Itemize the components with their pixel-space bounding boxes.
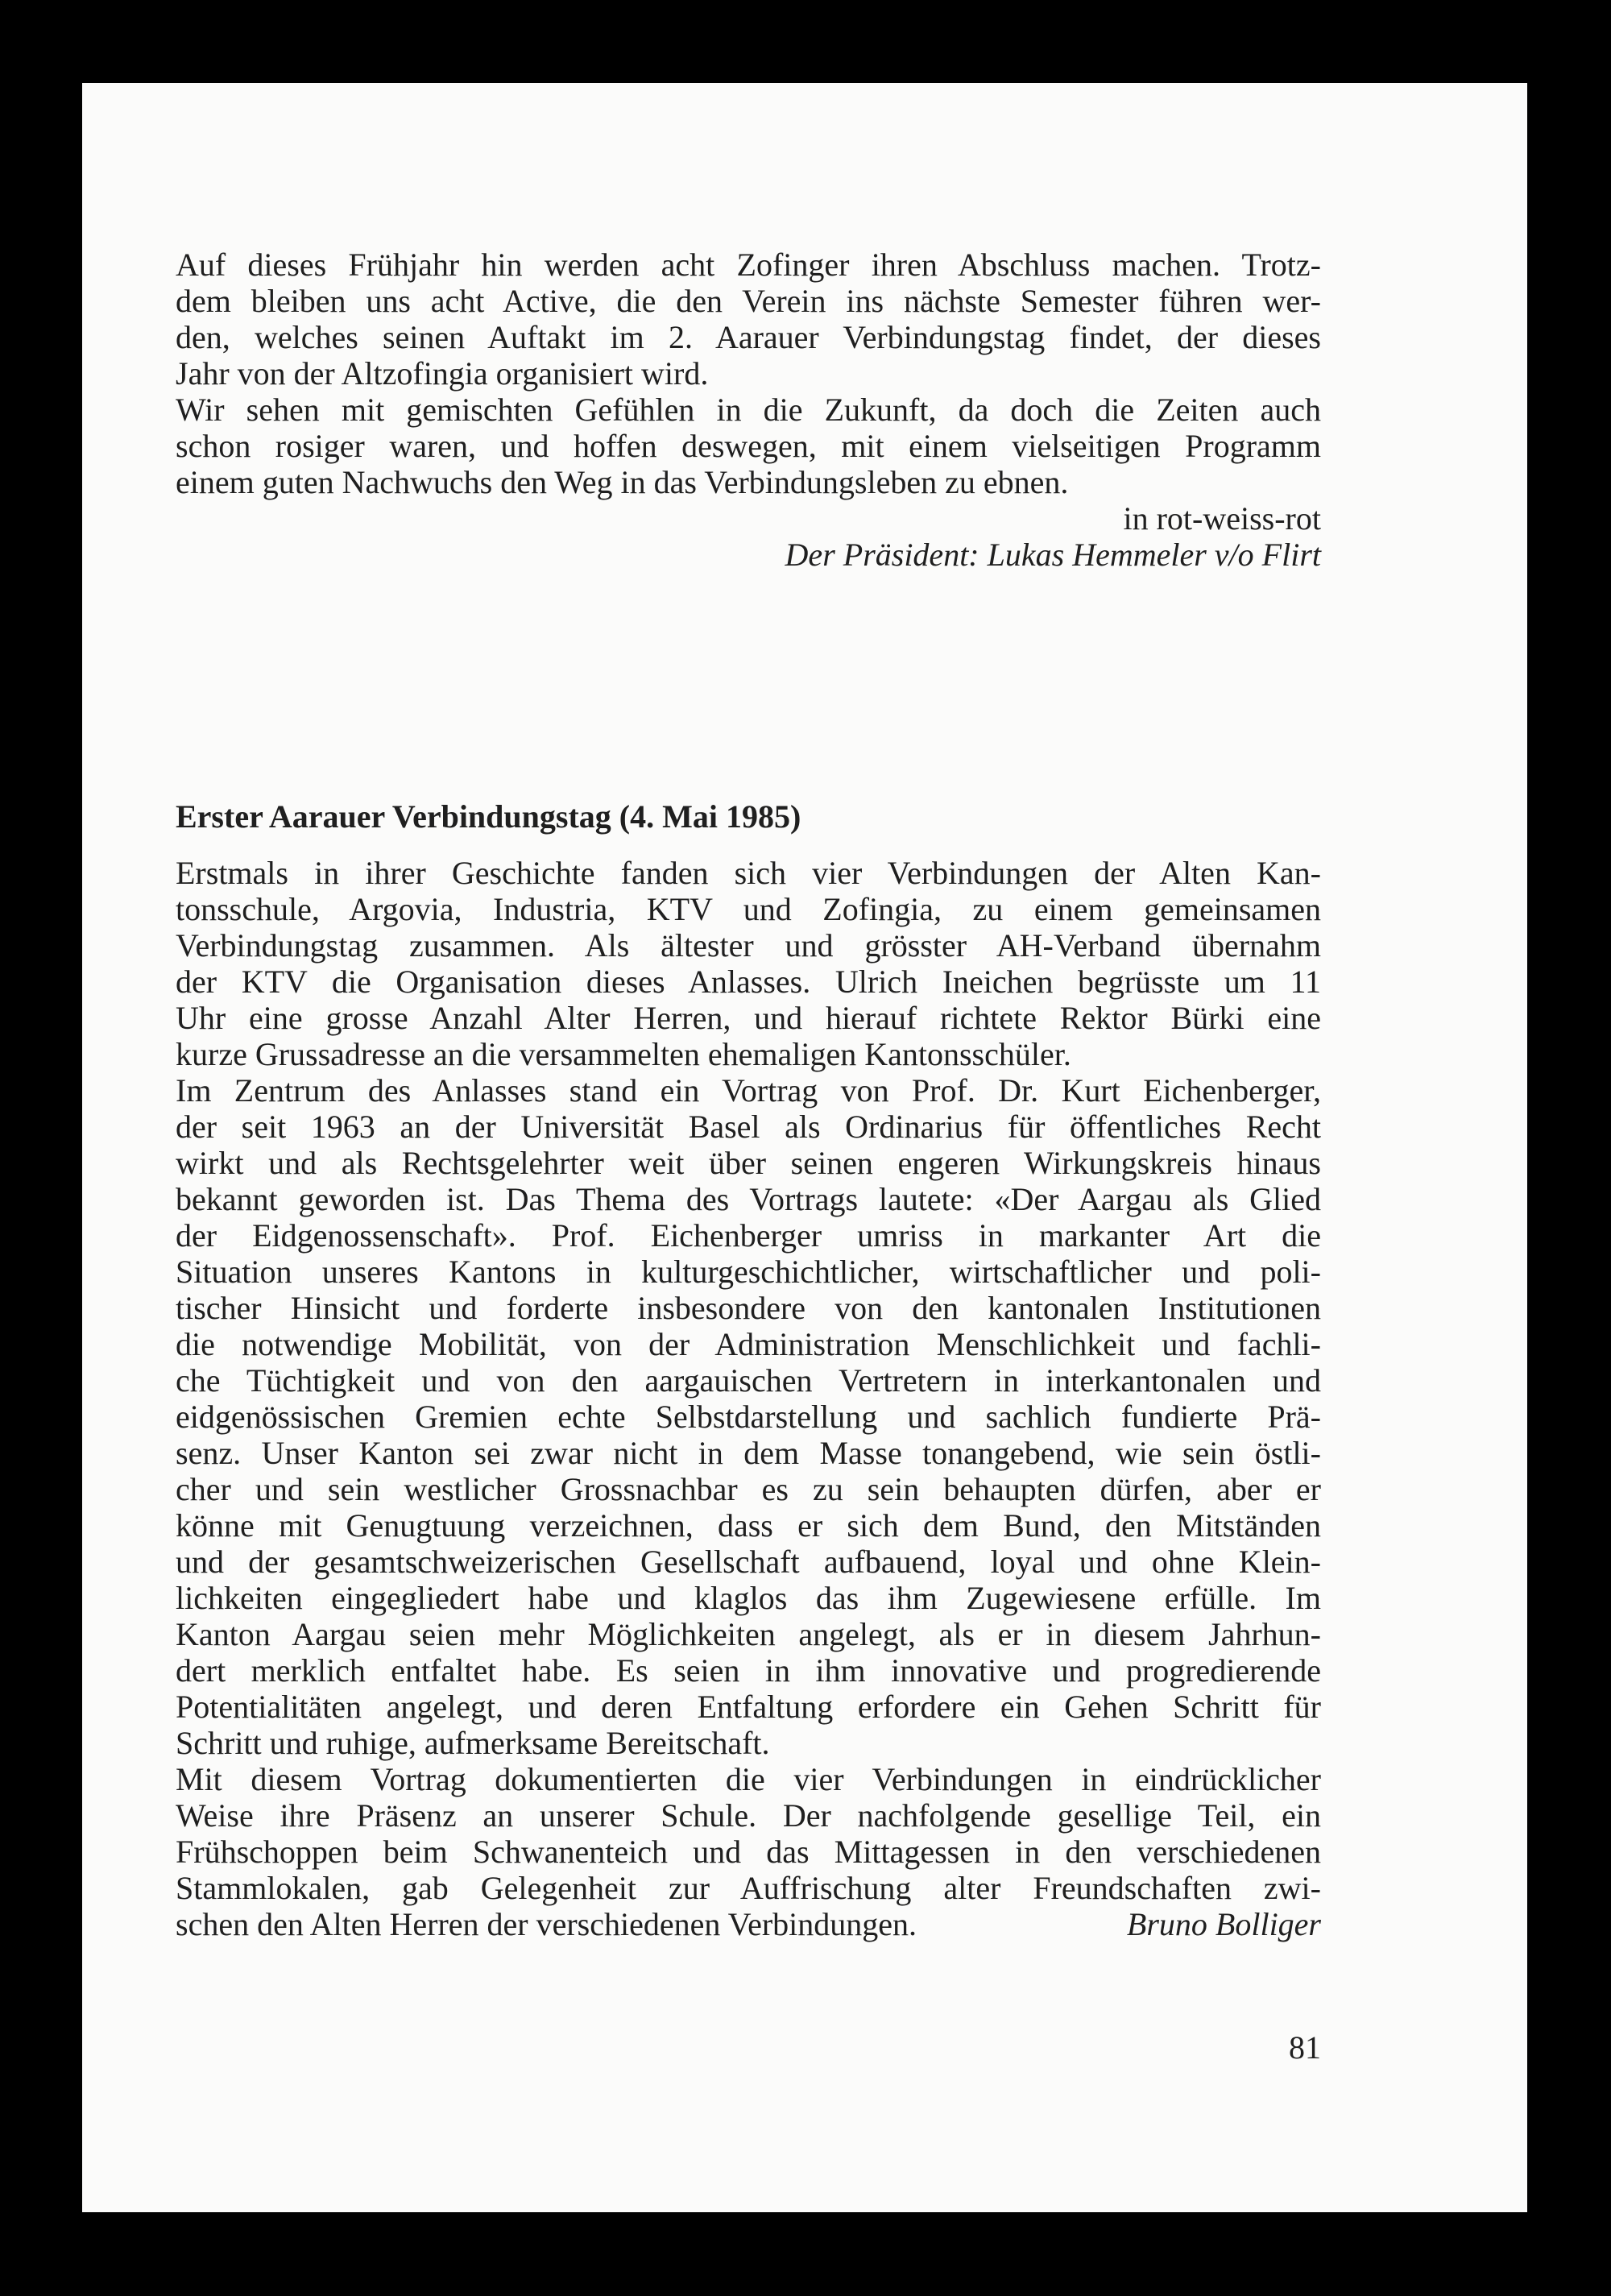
text-line: cher und sein westlicher Grossnachbar es zu sein behaupten dürfen, aber er — [176, 1471, 1321, 1507]
article-heading: Erster Aarauer Verbindungstag (4. Mai 1985) — [176, 798, 801, 835]
document-page — [82, 83, 1527, 2212]
text-line: che Tüchtigkeit und von den aargauischen Vertretern in interkantonalen und — [176, 1362, 1321, 1399]
text-line: Potentialitäten angelegt, und deren Entfaltung erfordere ein Gehen Schritt für — [176, 1689, 1321, 1725]
text-line: Jahr von der Altzofingia organisiert wird. — [176, 355, 709, 392]
text-line: Kanton Aargau seien mehr Möglichkeiten angelegt, als er in diesem Jahrhun- — [176, 1616, 1321, 1652]
text-line: Uhr eine grosse Anzahl Alter Herren, und hierauf richtete Rektor Bürki eine — [176, 1000, 1321, 1036]
text-line: eidgenössischen Gremien echte Selbstdarstellung und sachlich fundierte Prä- — [176, 1399, 1321, 1435]
text-line: schen den Alten Herren der verschiedenen Verbindungen. — [176, 1906, 917, 1942]
text-line: Frühschoppen beim Schwanenteich und das Mittagessen in den verschiedenen — [176, 1834, 1321, 1870]
page-number: 81 — [1289, 2029, 1321, 2066]
text-line: könne mit Genugtuung verzeichnen, dass er sich dem Bund, den Mitständen — [176, 1507, 1321, 1544]
text-line: wirkt und als Rechtsgelehrter weit über seinen engeren Wirkungskreis hinaus — [176, 1145, 1321, 1181]
text-line: Situation unseres Kantons in kulturgeschichtlicher, wirtschaftlicher und poli- — [176, 1254, 1321, 1290]
signature: Der Präsident: Lukas Hemmeler v/o Flirt — [785, 537, 1321, 573]
text-line: Wir sehen mit gemischten Gefühlen in die Zukunft, da doch die Zeiten auch — [176, 392, 1321, 428]
final-line — [176, 1906, 1321, 1942]
text-line: tischer Hinsicht und forderte insbesondere von den kantonalen Institutionen — [176, 1290, 1321, 1326]
text-line: schon rosiger waren, und hoffen deswegen, mit einem vielseitigen Programm — [176, 428, 1321, 464]
text-line: tonsschule, Argovia, Industria, KTV und Zofingia, zu einem gemeinsamen — [176, 891, 1321, 927]
article — [176, 798, 1321, 835]
text-line: den, welches seinen Auftakt im 2. Aarauer Verbindungstag findet, der dieses — [176, 319, 1321, 355]
text-line: Schritt und ruhige, aufmerksame Bereitschaft. — [176, 1725, 770, 1761]
top-section — [176, 247, 1321, 573]
text-line: bekannt geworden ist. Das Thema des Vortrags lautete: «Der Aargau als Glied — [176, 1181, 1321, 1217]
text-line: Mit diesem Vortrag dokumentierten die vier Verbindungen in eindrücklicher — [176, 1761, 1321, 1797]
text-line: und der gesamtschweizerischen Gesellschaft aufbauend, loyal und ohne Klein- — [176, 1544, 1321, 1580]
text-line: der KTV die Organisation dieses Anlasses. Ulrich Ineichen begrüsste um 11 — [176, 964, 1321, 1000]
text-line: einem guten Nachwuchs den Weg in das Verbindungsleben zu ebnen. — [176, 464, 1069, 500]
text-line: lichkeiten eingegliedert habe und klaglos das ihm Zugewiesene erfülle. Im — [176, 1580, 1321, 1616]
closing-line: in rot-weiss-rot — [1123, 500, 1321, 537]
text-line: kurze Grussadresse an die versammelten ehemaligen Kantonsschüler. — [176, 1036, 1071, 1072]
text-line: Verbindungstag zusammen. Als ältester und grösster AH-Verband übernahm — [176, 927, 1321, 964]
text-line: Erstmals in ihrer Geschichte fanden sich vier Verbindungen der Alten Kan- — [176, 855, 1321, 891]
text-line: die notwendige Mobilität, von der Administration Menschlichkeit und fachli- — [176, 1326, 1321, 1362]
author-signature: Bruno Bolliger — [1126, 1906, 1321, 1942]
text-line: dert merklich entfaltet habe. Es seien in ihm innovative und progredierende — [176, 1652, 1321, 1689]
text-line: dem bleiben uns acht Active, die den Verein ins nächste Semester führen wer- — [176, 283, 1321, 319]
text-line: Stammlokalen, gab Gelegenheit zur Auffrischung alter Freundschaften zwi- — [176, 1870, 1321, 1906]
text-line: Im Zentrum des Anlasses stand ein Vortrag von Prof. Dr. Kurt Eichenberger, — [176, 1072, 1321, 1109]
article-body — [176, 855, 1321, 1942]
text-line: Auf dieses Frühjahr hin werden acht Zofinger ihren Abschluss machen. Trotz- — [176, 247, 1321, 283]
text-line: der seit 1963 an der Universität Basel als Ordinarius für öffentliches Recht — [176, 1109, 1321, 1145]
text-line: Weise ihre Präsenz an unserer Schule. Der nachfolgende gesellige Teil, ein — [176, 1797, 1321, 1834]
text-line: der Eidgenossenschaft». Prof. Eichenberger umriss in markanter Art die — [176, 1217, 1321, 1254]
text-line: senz. Unser Kanton sei zwar nicht in dem Masse tonangebend, wie sein östli- — [176, 1435, 1321, 1471]
